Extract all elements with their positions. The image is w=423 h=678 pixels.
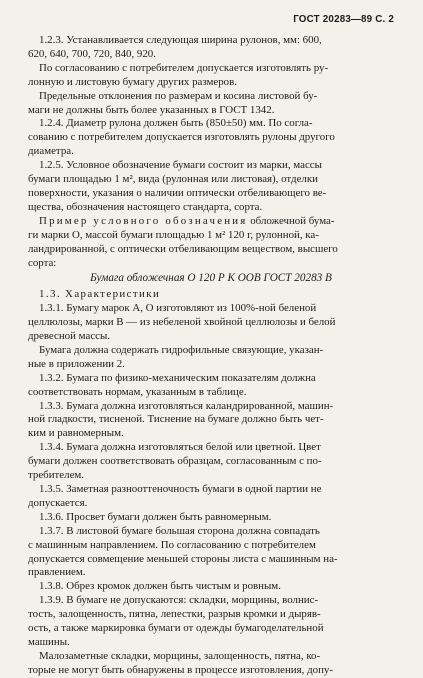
text-line: 1.2.4. Диаметр рулона должен быть (850±50) мм. По согла- [39,117,313,130]
text-line: 1.3.9. В бумаге не допускаются: складки, морщины, волнис- [39,594,319,607]
text-line: с машинным направлением. По согласованию с потребителем [28,538,316,551]
paragraph-example [28,215,394,271]
text-line: обложечной бума- [247,214,335,227]
text-line: ги марки О, массой бумаги площадью 1 м² 120 г, рулонной, ка- [28,228,319,241]
text-line: 1.3.2. Бумага по физико-механическим показателям должна [39,371,316,384]
paragraph-1-2-3 [28,34,394,62]
text-line: ость, а также маркировка бумаги от одежды бумагоделательной [28,622,324,635]
paragraph-custom-size [28,62,394,90]
text-line: По согласованию с потребителем допускается изготовлять ру- [39,61,329,74]
text-line: 1.2.3. Устанавливается следующая ширина рулонов, мм: 600, [39,34,322,46]
page-header: ГОСТ 20283—89 С. 2 [293,14,394,25]
text-line: 620, 640, 700, 720, 840, 920. [28,47,156,60]
text-line: допускается совмещение меньшей стороны листа с машинным на- [28,552,338,565]
text-line: сованию с потребителем допускается изготовлять рулоны другого [28,131,335,144]
text-line: тость, залощенность, пятна, лепестки, разрыв кромки и дыряв- [28,608,321,621]
paragraph-minor-defects [28,650,394,678]
designation-example: Бумага обложечная О 120 Р К ООВ ГОСТ 20283 В [90,272,332,285]
text-line: Малозаметные складки, морщины, залощенность, пятна, ко- [39,649,321,662]
text-line: соответствовать нормам, указанным в таблице. [28,385,247,398]
text-line: щества, обозначения настоящего стандарта, сорта. [28,200,263,213]
paragraph-deviations [28,90,394,118]
paragraph-1-2-5 [28,159,394,215]
text-line: ной гладкости, тисненой. Тиснение на бумаге должно быть чет- [28,413,324,426]
paragraph-1-3-7 [28,525,394,581]
paragraph-1-3-6: 1.3.6. Просвет бумаги должен быть равномерным. [39,510,272,523]
text-line: правлением. [28,566,86,579]
example-label: Пример условного обозначения [39,214,248,227]
text-line: диаметра. [28,145,74,158]
section-title: 1.3. Характеристики [39,288,161,301]
text-line: лонную и листовую бумагу других размеров. [28,75,237,88]
section-heading-1-3 [28,288,394,302]
paragraph-hydrophilic [28,344,394,372]
paragraph-1-3-1 [28,302,394,344]
text-line: бумаги должен соответствовать образцам, согласованным с по- [28,455,322,468]
paragraph-1-3-2 [28,372,394,400]
text-line: поверхности, указания о наличии оптически отбеливающего ве- [28,186,327,199]
text-line: ким и равномерным. [28,427,124,440]
paragraph-1-3-9 [28,594,394,650]
text-line: машины. [28,635,70,648]
text-line: ландрированной, с оптически отбеливающим веществом, высшего [28,242,338,255]
paragraph-1-2-4 [28,117,394,159]
text-line: 1.3.7. В листовой бумаге большая сторона должна совпадать [39,524,320,537]
text-line: маги не должны быть более указанных в ГОСТ 1342. [28,103,275,116]
paragraph-1-3-3 [28,400,394,442]
text-line: допускается. [28,496,88,509]
text-line: целлюлозы, марки В — из небеленой хвойной целлюлозы и белой [28,316,336,329]
text-line: бумаги площадью 1 м², вида (рулонная или листовая), отделки [28,173,318,186]
document-body [28,34,394,678]
paragraph-1-3-4 [28,441,394,483]
text-line: Бумага должна содержать гидрофильные связующие, указан- [39,343,324,356]
text-line: 1.3.4. Бумага должна изготовляться белой или цветной. Цвет [39,441,321,454]
text-line: 1.2.5. Условное обозначение бумаги состоит из марки, массы [39,159,322,172]
text-line: древесной массы. [28,330,111,343]
text-line: Предельные отклонения по размерам и косина листовой бу- [39,89,318,102]
text-line: 1.3.1. Бумагу марок А, О изготовляют из 100%-ной беленой [39,302,317,315]
text-line: торые не могут быть обнаружены в процессе изготовления, допу- [28,663,333,676]
text-line: сорта: [28,256,57,269]
paragraph-1-3-5 [28,483,394,511]
text-line: ные в приложении 2. [28,357,125,370]
text-line: требителем. [28,469,85,482]
text-line: 1.3.5. Заметная разнооттеночность бумаги в одной партии не [39,483,322,495]
paragraph-1-3-8: 1.3.8. Обрез кромок должен быть чистым и ровным. [39,580,281,593]
text-line: 1.3.3. Бумага должна изготовляться каландрированной, машин- [39,399,334,412]
